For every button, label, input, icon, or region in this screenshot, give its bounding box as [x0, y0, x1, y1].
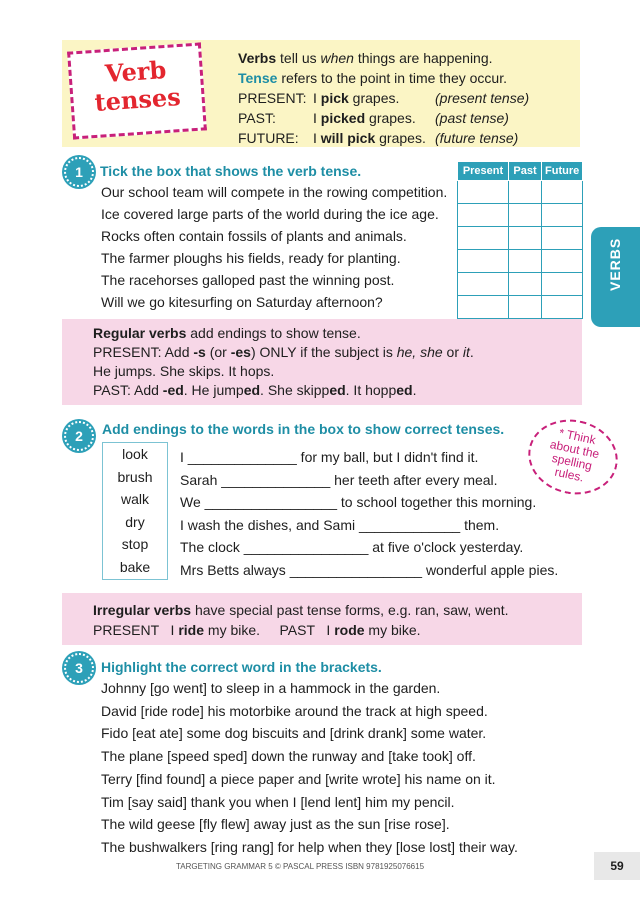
rule-text: . It hopp — [345, 382, 397, 398]
section-tab — [591, 227, 640, 327]
regular-verbs-box — [62, 319, 582, 405]
intro-text-part: tell us — [276, 50, 321, 66]
rule-text: have special past tense forms, e.g. ran, saw, went. — [191, 602, 509, 618]
rule-text: . — [412, 382, 417, 398]
rule-text: PRESENT: Add — [93, 344, 194, 360]
example-part: grapes. — [348, 90, 400, 106]
tense-checkbox-table — [457, 161, 583, 319]
fill-in-sentence[interactable]: The clock ________________ at five o'clock yesterday. — [180, 539, 524, 555]
tense-label: FUTURE: — [238, 130, 299, 146]
highlight-sentence[interactable]: The wild geese [fly flew] away just as the sun [rise rose]. — [101, 816, 450, 833]
tick-box[interactable] — [542, 181, 583, 204]
example — [313, 88, 435, 108]
rule-text: it — [462, 344, 470, 360]
question-2-icon: 2 — [64, 421, 94, 451]
rule-ending: ed — [396, 382, 413, 398]
highlight-sentence[interactable]: The plane [speed sped] down the runway and [take took] off. — [101, 748, 476, 765]
question-3-icon: 3 — [64, 653, 94, 683]
intro-text-part: refers to the point in time they occur. — [277, 70, 507, 86]
rule-text: my bike. PAST I — [204, 622, 335, 638]
tick-box[interactable] — [542, 250, 583, 273]
irregular-verbs-box — [62, 593, 582, 645]
highlight-sentence[interactable]: Terry [find found] a piece paper and [write wrote] his name on it. — [101, 770, 496, 787]
rule-text: or — [442, 344, 463, 360]
question-3-title: Highlight the correct word in the brackets. — [101, 659, 382, 675]
rule-text: (or — [205, 344, 231, 360]
spelling-tip-stamp: * Think about the spelling rules. — [521, 411, 624, 502]
question-1-title: Tick the box that shows the verb tense. — [100, 163, 362, 179]
rule-text: . She skipp — [260, 382, 330, 398]
tick-box[interactable] — [509, 273, 542, 296]
header-present: Present — [458, 162, 509, 181]
tick-box[interactable] — [509, 250, 542, 273]
regular-verbs-term: Regular verbs — [93, 325, 187, 341]
header-future: Future — [542, 162, 583, 181]
rule-text: my bike. — [364, 622, 421, 638]
tick-box[interactable] — [509, 204, 542, 227]
word: walk — [120, 491, 149, 507]
word-box — [102, 442, 168, 580]
fill-in-sentence[interactable]: Sarah ______________ her teeth after every meal. — [180, 471, 498, 488]
tick-box[interactable] — [542, 273, 583, 296]
tense-label: PRESENT: — [238, 90, 307, 106]
question-2-sentences — [180, 446, 558, 581]
tick-box[interactable] — [542, 227, 583, 250]
tick-box[interactable] — [458, 181, 509, 204]
word: bake — [119, 558, 151, 575]
example-part: I — [313, 110, 321, 126]
rule-text: add endings to show tense. — [186, 325, 361, 341]
badge-title: Verb tenses — [93, 54, 182, 117]
footer-credit: TARGETING GRAMMAR 5 © PASCAL PRESS ISBN 9781925076615 — [175, 862, 425, 871]
rule-text: ) ONLY if the subject is — [250, 344, 397, 360]
tick-box[interactable] — [458, 250, 509, 273]
example-verb: picked — [320, 110, 366, 126]
highlight-sentence[interactable]: Fido [eat ate] some dog biscuits and [drink drank] some water. — [101, 725, 487, 742]
tick-box[interactable] — [458, 296, 509, 319]
title-badge — [67, 42, 207, 139]
rule-text: he, she — [396, 344, 443, 360]
rule-verb: rode — [334, 622, 365, 638]
page-number: 59 — [594, 852, 640, 880]
rule-ending: -ed — [162, 382, 184, 398]
tick-box[interactable] — [458, 273, 509, 296]
sentence: Will we go kitesurfing on Saturday afternoon? — [101, 294, 383, 310]
rule-ending: ed — [243, 382, 261, 398]
example-part: I — [313, 130, 321, 146]
example — [313, 108, 435, 128]
header-past: Past — [509, 162, 542, 181]
tense-label: PAST: — [238, 110, 276, 126]
rule-text: PRESENT I — [93, 622, 179, 638]
sentence: Ice covered large parts of the world during the ice age. — [101, 206, 439, 222]
word: look — [122, 446, 148, 462]
rule-ending: -s — [193, 344, 206, 360]
tick-box[interactable] — [542, 204, 583, 227]
example-part: grapes. — [365, 110, 416, 126]
tick-box[interactable] — [458, 204, 509, 227]
rule-text: PAST: Add — [93, 382, 163, 398]
intro-text — [238, 48, 578, 148]
question-1-icon: 1 — [64, 157, 94, 187]
sentence: Our school team will compete in the rowing competition. — [101, 184, 448, 200]
tense-note: (future tense) — [435, 130, 519, 146]
fill-in-sentence[interactable]: I ______________ for my ball, but I didn't find it. — [180, 449, 479, 465]
tense-term: Tense — [238, 70, 278, 86]
question-1-sentences — [101, 181, 447, 313]
question-3-sentences — [101, 677, 518, 859]
example-part: grapes. — [375, 130, 426, 146]
tick-box[interactable] — [458, 227, 509, 250]
word: brush — [117, 468, 153, 485]
tick-box[interactable] — [542, 296, 583, 319]
question-2-title: Add endings to the words in the box to show correct tenses. — [102, 421, 505, 437]
tick-box[interactable] — [509, 296, 542, 319]
example-verb: pick — [320, 90, 349, 106]
tick-box[interactable] — [509, 227, 542, 250]
irregular-verbs-term: Irregular verbs — [93, 602, 192, 618]
sentence: The racehorses galloped past the winning post. — [101, 272, 395, 288]
intro-text-part: when — [320, 50, 354, 66]
highlight-sentence[interactable]: Johnny [go went] to sleep in a hammock in the garden. — [101, 680, 441, 696]
word: stop — [121, 536, 149, 552]
rule-example: He jumps. She skips. It hops. — [93, 363, 275, 379]
fill-in-sentence[interactable]: Mrs Betts always _________________ wonderful apple pies. — [180, 561, 559, 578]
rule-verb: ride — [178, 622, 205, 638]
rule-ending: -es — [230, 344, 251, 360]
section-tab-label: VERBS — [607, 237, 623, 291]
tense-note: (present tense) — [435, 90, 530, 106]
example-verb: will pick — [320, 130, 376, 146]
rule-ending: ed — [329, 382, 346, 398]
fill-in-sentence[interactable]: We _________________ to school together this morning. — [180, 494, 537, 510]
tick-box[interactable] — [509, 181, 542, 204]
example-part: I — [313, 90, 321, 106]
highlight-sentence[interactable]: Tim [say said] thank you when I [lend lent] him my pencil. — [101, 793, 455, 810]
intro-text-part: things are happening. — [353, 50, 493, 66]
rule-text: . He jump — [183, 382, 244, 398]
verbs-term: Verbs — [238, 50, 277, 66]
sentence: Rocks often contain fossils of plants and animals. — [101, 228, 407, 244]
highlight-sentence[interactable]: David [ride rode] his motorbike around the track at high speed. — [101, 702, 488, 719]
example — [313, 128, 435, 148]
sentence: The farmer ploughs his fields, ready for planting. — [101, 250, 401, 266]
fill-in-sentence[interactable]: I wash the dishes, and Sami _____________ them. — [180, 516, 500, 533]
tense-note: (past tense) — [435, 110, 509, 126]
highlight-sentence[interactable]: The bushwalkers [ring rang] for help when they [lose lost] their way. — [101, 838, 518, 855]
rule-text: . — [469, 344, 474, 360]
word: dry — [125, 513, 145, 530]
